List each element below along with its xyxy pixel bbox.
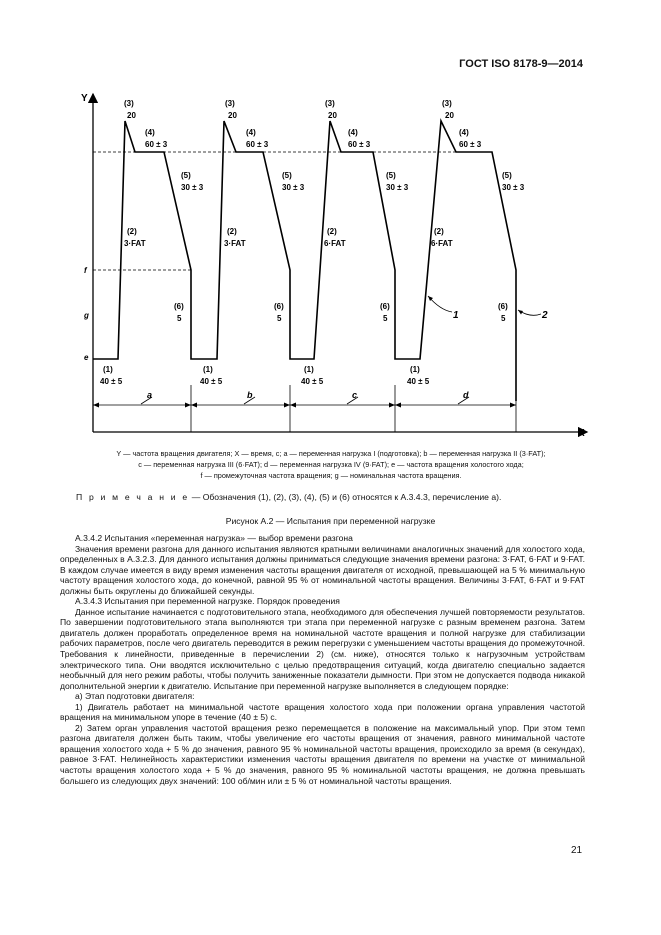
step3-label: (3) bbox=[325, 99, 335, 108]
label-g: g bbox=[84, 311, 89, 320]
note-text: — Обозначения (1), (2), (3), (4), (5) и (6) относятся к А.3.4.3, перечисление а). bbox=[189, 492, 502, 502]
step4-label: (4) bbox=[348, 128, 358, 137]
callout-2: 2 bbox=[542, 310, 548, 321]
step4-time: 60 ± 3 bbox=[459, 140, 482, 149]
step2-time: 6·FAT bbox=[431, 239, 453, 248]
step6-label: (6) bbox=[498, 302, 508, 311]
paragraph: А.3.4.3 Испытания при переменной нагрузке. Порядок проведения bbox=[75, 596, 340, 607]
step6-label: (6) bbox=[174, 302, 184, 311]
step5-time: 30 ± 3 bbox=[502, 183, 525, 192]
step5-label: (5) bbox=[502, 171, 512, 180]
step6-label: (6) bbox=[380, 302, 390, 311]
step4-label: (4) bbox=[246, 128, 256, 137]
step1-time: 40 ± 5 bbox=[301, 377, 324, 386]
variable-load-figure bbox=[0, 0, 661, 445]
note-label: П р и м е ч а н и е bbox=[76, 492, 190, 502]
y-axis-label: Y bbox=[81, 93, 88, 104]
step4-time: 60 ± 3 bbox=[348, 140, 371, 149]
label-e: e bbox=[84, 353, 89, 362]
step4-time: 60 ± 3 bbox=[145, 140, 168, 149]
step2-time: 3·FAT bbox=[124, 239, 146, 248]
step3-time: 20 bbox=[445, 111, 454, 120]
step3-time: 20 bbox=[328, 111, 337, 120]
step3-label: (3) bbox=[442, 99, 452, 108]
body-text bbox=[60, 533, 585, 786]
callout-1: 1 bbox=[453, 310, 459, 321]
figure-legend bbox=[40, 448, 622, 481]
step1-time: 40 ± 5 bbox=[407, 377, 430, 386]
paragraph: А.3.4.2 Испытания «переменная нагрузка» — выбор времени разгона bbox=[75, 533, 353, 543]
paragraph: 1) Двигатель работает на минимальной частоте вращения холостого хода при положении органа управления частотой вращения на минимальном упоре в течение (40 ± 5) с. bbox=[60, 701, 585, 723]
step2-label: (2) bbox=[327, 227, 337, 236]
interval-d-label: d bbox=[463, 390, 469, 400]
step4-label: (4) bbox=[145, 128, 155, 137]
step1-label: (1) bbox=[304, 365, 314, 374]
page-number: 21 bbox=[571, 845, 583, 856]
step4-label: (4) bbox=[459, 128, 469, 137]
interval-b-label: b bbox=[247, 390, 253, 400]
step6-time: 5 bbox=[177, 314, 182, 323]
step2-label: (2) bbox=[127, 227, 137, 236]
step2-time: 6·FAT bbox=[324, 239, 346, 248]
step5-label: (5) bbox=[386, 171, 396, 180]
document-code: ГОСТ ISO 8178-9—2014 bbox=[459, 58, 583, 70]
step1-label: (1) bbox=[410, 365, 420, 374]
interval-a-label: a bbox=[147, 390, 153, 400]
step4-time: 60 ± 3 bbox=[246, 140, 269, 149]
step2-time: 3·FAT bbox=[224, 239, 246, 248]
step2-label: (2) bbox=[227, 227, 237, 236]
speed-trace bbox=[93, 121, 516, 401]
step5-label: (5) bbox=[181, 171, 191, 180]
paragraph: 2) Затем орган управления частотой вращения резко перемещается в положение на максимальный упор. При этом темп разгона двигателя должен быть таким, чтобы увеличение его частоты вращения от значения, равного минимальной частоте вращения холостого хода + 5 % до значения, равного 95 % номинальной частоты вращения, происходило за время (в секундах), равное 3·FAT. Нелинейность характеристики изменения частоты вращения двигателя по времени на участке от минимальной частоты вращения холостого хода + 5 % до значения, равного 95 % номинальной частоты вращения, не должна превышать большего из следующих двух значений: 100 об/мин или ± 5 % от номинальной частоты вращения. bbox=[60, 722, 585, 786]
step2-label: (2) bbox=[434, 227, 444, 236]
figure-caption: Рисунок А.2 — Испытания при переменной нагрузке bbox=[225, 516, 436, 526]
step1-label: (1) bbox=[103, 365, 113, 374]
note bbox=[76, 492, 501, 502]
legend-line: f — промежуточная частота вращения; g — номинальная частота вращения. bbox=[200, 471, 462, 480]
step6-time: 5 bbox=[501, 314, 506, 323]
step3-label: (3) bbox=[225, 99, 235, 108]
step5-time: 30 ± 3 bbox=[181, 183, 204, 192]
step6-label: (6) bbox=[274, 302, 284, 311]
step3-label: (3) bbox=[124, 99, 134, 108]
paragraph: Значения времени разгона для данного испытания являются кратными величинами аналогичных значений для холостого хода, определенных в А.3.2.3. Для данного испытания должны приниматься следующие значения времени разгона: 3·FAT, 6·FAT и 9·FAT. В каждом случае имеется в виду время изменения частоты вращения двигателя от исходной, превышающей на 5 % минимальную частоту вращения холостого хода, до конечной, равной 95 % от номинальной частоты вращения. Величины 3·FAT, 6·FAT и 9·FAT должны быть округлены до ближайшей секунды. bbox=[60, 543, 585, 596]
step5-time: 30 ± 3 bbox=[386, 183, 409, 192]
interval-c-label: c bbox=[352, 390, 358, 400]
step6-time: 5 bbox=[277, 314, 282, 323]
step1-label: (1) bbox=[203, 365, 213, 374]
step3-time: 20 bbox=[228, 111, 237, 120]
step1-time: 40 ± 5 bbox=[100, 377, 123, 386]
step1-time: 40 ± 5 bbox=[200, 377, 223, 386]
paragraph: а) Этап подготовки двигателя: bbox=[75, 691, 195, 702]
paragraph: Данное испытание начинается с подготовительного этапа, необходимого для обеспечения лучшей повторяемости результатов. По завершении подготовительного этапа выполняются три этапа при переменной нагрузке с разным временем разгона. Затем двигатель должен проработать определенное время на номинальной частоте вращения и полной нагрузке для стабилизации рабочих параметров, после чего двигатель переводится в режим перегрузки с уменьшением частоты вращения до промежуточной. Требования к линейности, приведенные в перечислении 2) (см. ниже), относятся только к нагрузочным устройствам электрического типа. Они вводятся исключительно с целью предотвращения ситуаций, когда двигателю специально задается необычный для него режим работы, чтобы получить заниженные показатели дымности. При этом не допускается подвода никакой дополнительной энергии к двигателю. Испытание при переменной нагрузке выполняется в следующем порядке: bbox=[60, 606, 585, 691]
legend-line: Y — частота вращения двигателя; X — время, с; a — переменная нагрузка I (подготовка); b — переменная нагрузка II (3·FAT); bbox=[116, 449, 546, 458]
legend-line: c — переменная нагрузка III (6·FAT); d — переменная нагрузка IV (9·FAT); e — частота вращения холостого хода; bbox=[138, 460, 524, 469]
x-axis-label: X bbox=[578, 428, 585, 439]
step5-time: 30 ± 3 bbox=[282, 183, 305, 192]
step5-label: (5) bbox=[282, 171, 292, 180]
step6-time: 5 bbox=[383, 314, 388, 323]
step3-time: 20 bbox=[127, 111, 136, 120]
label-f: f bbox=[84, 266, 87, 275]
